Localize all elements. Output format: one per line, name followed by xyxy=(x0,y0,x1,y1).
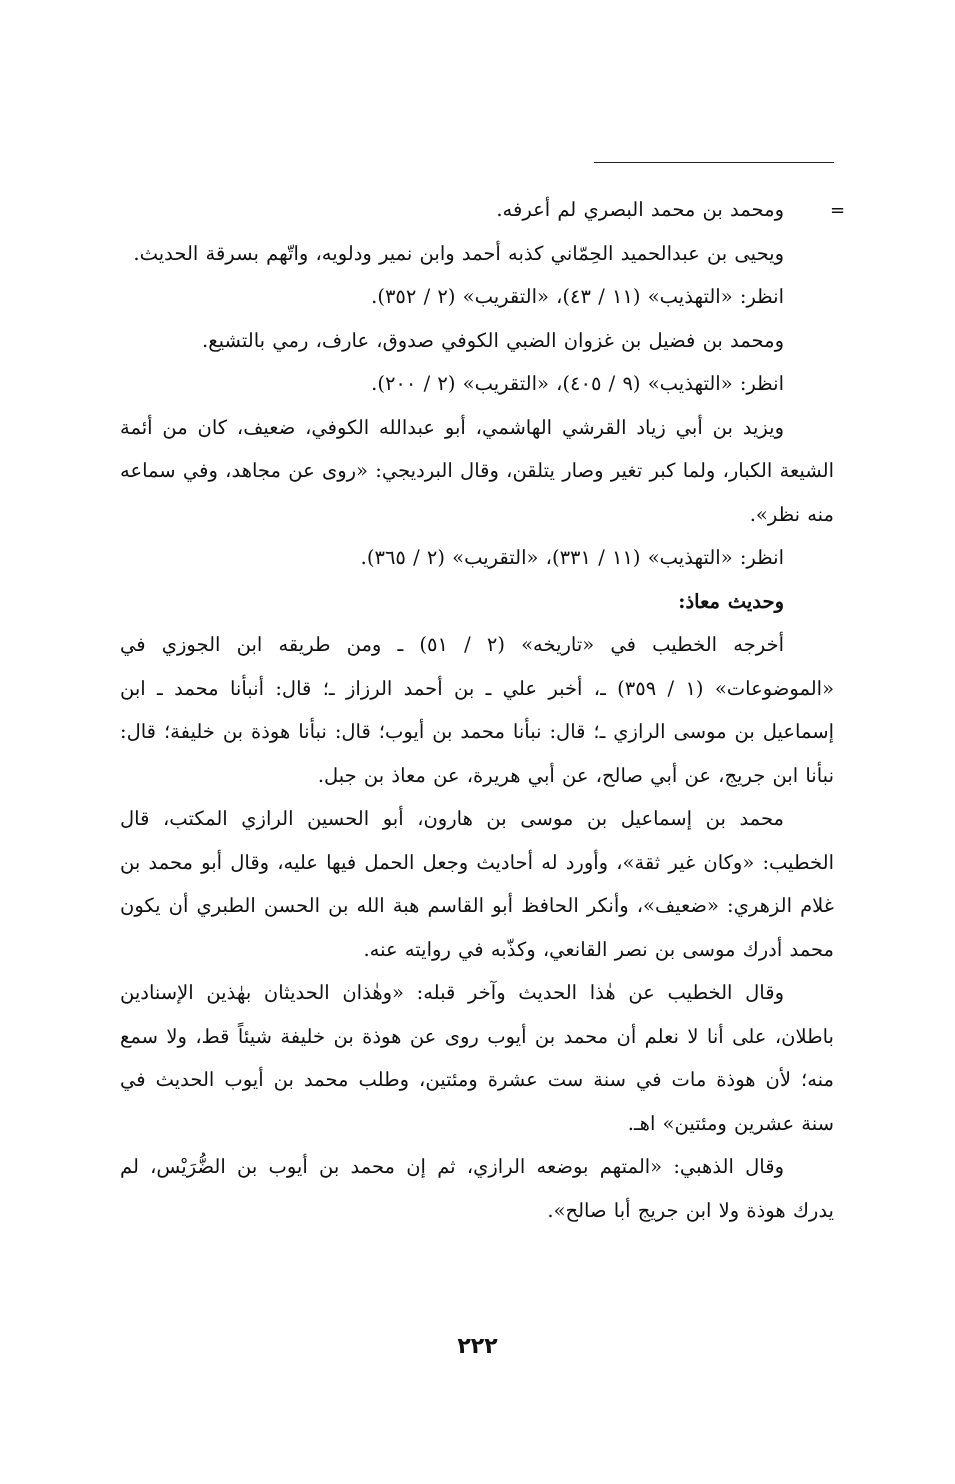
footnote-separator-rule xyxy=(594,162,834,163)
footnote-paragraph: ويزيد بن أبي زياد القرشي الهاشمي، أبو عبدالله الكوفي، ضعيف، كان من أئمة الشيعة الكبار، ولما كبر تغير وصار يتلقن، وقال البرديجي: «روى عن مجاهد، وفي سماعه منه نظر». xyxy=(120,415,834,526)
footnote-paragraph: وقال الخطيب عن هٰذا الحديث وآخر قبله: «وهٰذان الحديثان بهٰذين الإسنادين باطلان، على أنا لا نعلم أن محمد بن أيوب روى عن هوذة بن خليفة شيئاً قط، ولا سمع منه؛ لأن هوذة مات في سنة ست عشرة ومئتين، وطلب محمد بن أيوب الحديث في سنة عشرين ومئتين» اهـ. xyxy=(120,981,834,1135)
footnote-paragraph: انظر: «التهذيب» (١١ / ٤٣)، «التقريب» (٢ / ٣٥٢). xyxy=(371,285,784,308)
footnote-body xyxy=(120,188,834,1232)
page-number: ٢٢٢ xyxy=(457,1334,498,1359)
footnote-paragraph: انظر: «التهذيب» (١١ / ٣٣١)، «التقريب» (٢ / ٣٦٥). xyxy=(360,546,784,569)
footnote-subheading: وحديث معاذ: xyxy=(678,589,784,613)
footnote-paragraph: ومحمد بن فضيل بن غزوان الضبي الكوفي صدوق، عارف، رمي بالتشيع. xyxy=(202,328,784,352)
footnote-continuation-mark: = xyxy=(830,200,846,221)
footnote-paragraph: ومحمد بن محمد البصري لم أعرفه. xyxy=(496,198,784,221)
footnote-paragraph: انظر: «التهذيب» (٩ / ٤٠٥)، «التقريب» (٢ / ٢٠٠). xyxy=(371,372,784,395)
footnote-paragraph: محمد بن إسماعيل بن موسى بن هارون، أبو الحسين الرازي المكتب، قال الخطيب: «وكان غير ثقة»، وأورد له أحاديث وجعل الحمل فيها عليه، وقال أبو محمد بن غلام الزهري: «ضعيف»، وأنكر الحافظ أبو القاسم هبة الله بن الحسن الطبري أن يكون محمد أدرك موسى بن نصر القانعي، وكذّبه في روايته عنه. xyxy=(120,807,834,961)
footnote-paragraph: أخرجه الخطيب في «تاريخه» (٢ / ٥١) ـ ومن طريقه ابن الجوزي في «الموضوعات» (١ / ٣٥٩) ـ، أخبر علي ـ بن أحمد الرزاز ـ؛ قال: أنبأنا محمد ـ ابن إسماعيل بن موسى الرازي ـ؛ قال: نبأنا محمد بن أيوب؛ قال: نبأنا هوذة بن خليفة؛ قال: نبأنا ابن جريج، عن أبي صالح، عن أبي هريرة، عن معاذ بن جبل. xyxy=(120,633,835,787)
footnote-paragraph: ويحيى بن عبدالحميد الحِمّاني كذبه أحمد وابن نمير ودلويه، واتّهم بسرقة الحديث. xyxy=(133,241,784,265)
footnote-paragraph: وقال الذهبي: «المتهم بوضعه الرازي، ثم إن محمد بن أيوب بن الضُّرَيْس، لم يدرك هوذة ولا ابن جريج أبا صالح». xyxy=(120,1155,834,1222)
